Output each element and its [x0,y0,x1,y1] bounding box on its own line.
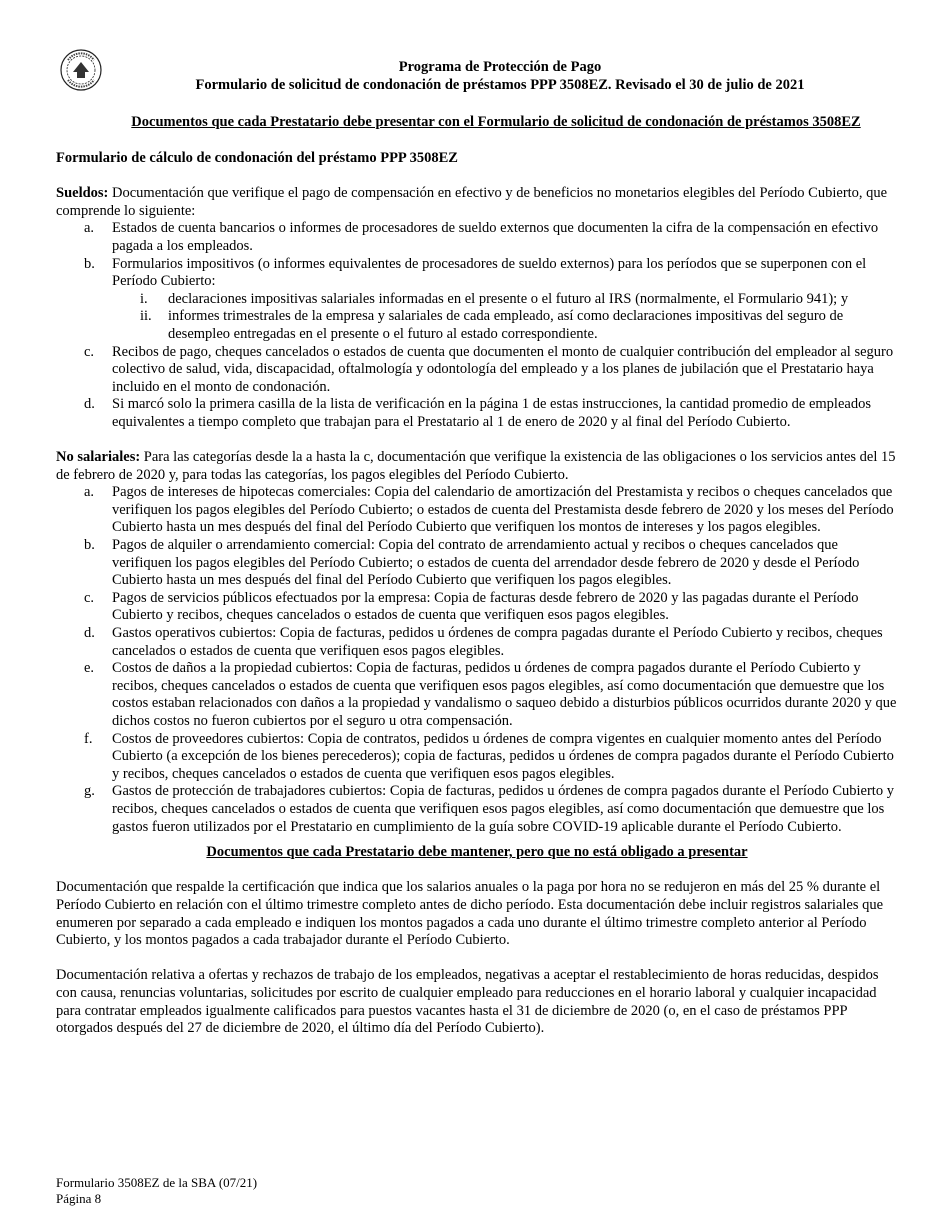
sba-seal-icon [60,48,102,92]
nonpayroll-intro-text: Para las categorías desde la a hasta la c, documentación que verifique la existencia de las obligaciones o los servicios antes del 15 de febrero de 2020 y, para todas las categorías, los pagos elegibles del Período Cubierto. [56,449,896,483]
maintain-paragraph-2: Documentación relativa a ofertas y rechazos de trabajo de los empleados, negativas a aceptar el restablecimiento de horas reducidas, despidos con causa, renuncias voluntarias, solicitudes por escrito de cualquier empleado para reducciones en el horario laboral y cualquier incapacidad para contratar empleados igualmente calificados para puestos vacantes hasta el 31 de diciembre de 2020 (o, en el caso de préstamos PPP otorgados después del 27 de diciembre de 2020, el último día del Período Cubierto). [56,967,879,1037]
list-item: b. Pagos de alquiler o arrendamiento comercial: Copia del contrato de arrendamiento actual y recibos o cheques cancelados que verifiquen los pagos elegibles del Período Cubierto; o estados de cuenta del arrendador desde febrero de 2020 y desde el Período Cubierto hasta un mes después del final del Período Cubierto que verifiquen los pagos elegibles. [84,537,860,589]
nonpayroll-label: No salariales: [56,449,141,466]
list-item: e. Costos de daños a la propiedad cubiertos: Copia de facturas, pedidos u órdenes de compra pagados durante el Período Cubierto y recibos, cheques cancelados o estados de cuenta que verifiquen esos pagos elegibles, así como documentación que demuestre que los costos estaban relacionados con daños a la propiedad y vandalismo o saqueo debido a disturbios públicos ocurridos durante 2020 y que dichos costos no fueron cubiertos por el seguro u otra compensación. [84,660,897,729]
list-item: a. Pagos de intereses de hipotecas comerciales: Copia del calendario de amortización del Prestamista y recibos o cheques cancelados que verifiquen los pagos elegibles del Período Cubierto; o estados de cuenta del Prestamista desde febrero de 2020 y los meses del Período Cubierto hasta un mes después del final del Período Cubierto que verifiquen los montos de intereses y los pagos elegibles. [84,484,894,536]
payroll-list [56,220,898,431]
payroll-intro [56,185,898,220]
list-item: f. Costos de proveedores cubiertos: Copia de contratos, pedidos u órdenes de compra vigentes en cualquier momento antes del Período Cubierto (a excepción de los bienes perecederos); copia de facturas, pedidos u órdenes de compra pagados durante el Período Cubierto y recibos, cheques cancelados o estados de cuenta que verifiquen esos pagos elegibles. [84,730,894,782]
form-heading: Formulario de cálculo de condonación del préstamo PPP 3508EZ [56,150,458,166]
page-subtitle: Formulario de solicitud de condonación de préstamos PPP 3508EZ. Revisado el 30 de julio de 2021 [195,77,805,93]
documents-submit-heading: Documentos que cada Prestatario debe presentar con el Formulario de solicitud de condonación de préstamos 3508EZ [131,114,861,130]
payroll-label: Sueldos: [56,185,109,202]
payroll-intro-text: Documentación que verifique el pago de compensación en efectivo y de beneficios no monetarios elegibles del Período Cubierto, que comprende lo siguiente: [56,185,888,219]
list-item: c. Pagos de servicios públicos efectuados por la empresa: Copia de facturas desde febrero de 2020 y las pagadas durante el Período Cubierto y recibos, cheques cancelados o estados de cuenta que verifiquen esos pagos elegibles. [84,589,859,624]
maintain-paragraph-1: Documentación que respalde la certificación que indica que los salarios anuales o la paga por hora no se redujeron en más del 25 % durante el Período Cubierto en relación con el último trimestre completo antes de dicho período. Esta documentación debe incluir registros salariales que enumeren por separado a cada empleado e indiquen los montos pagados a cada uno durante el último trimestre completo anterior al Período Cubierto, y los montos pagados a cada trabajador durante el Período Cubierto. [56,879,884,949]
page-title: Programa de Protección de Pago [398,59,602,75]
footer-page-number: Página 8 [56,1191,102,1206]
footer-form-id: Formulario 3508EZ de la SBA (07/21) [56,1175,258,1190]
main-content [56,150,898,1038]
documents-maintain-heading: Documentos que cada Prestatario debe mantener, pero que no está obligado a presentar [206,844,748,861]
page-footer [56,1175,257,1207]
list-item: i. declaraciones impositivas salariales informadas en el presente o el futuro al IRS (normalmente, el Formulario 941); y [140,290,849,307]
nonpayroll-intro [56,449,898,484]
payroll-sublist [112,291,898,344]
list-item: ii. informes trimestrales de la empresa y salariales de cada empleado, así como declaraciones impositivas del seguro de desempleo entregadas en el presente o el futuro al estado correspondiente. [140,308,844,342]
list-item: d. Gastos operativos cubiertos: Copia de facturas, pedidos u órdenes de compra pagadas durante el Período Cubierto y recibos, cheques cancelados o estados de cuenta que verifiquen esos pagos elegibles. [84,625,883,659]
nonpayroll-list [56,484,898,836]
list-item: a. Estados de cuenta bancarios o informes de procesadores de sueldo externos que documenten la cifra de la compensación en efectivo pagada a los empleados. [84,220,879,254]
list-item: c. Recibos de pago, cheques cancelados o estados de cuenta que documenten el monto de cualquier contribución del empleador al seguro colectivo de salud, vida, discapacidad, oftalmología y odontología del empleado y a los planes de jubilación que el Prestatario haya incluido en el monto de condonación. [84,343,894,395]
list-item: g. Gastos de protección de trabajadores cubiertos: Copia de facturas, pedidos u órdenes de compra pagados durante el Período Cubierto y recibos, cheques cancelados o estados de cuenta que verifiquen esos pagos elegibles, así como documentación que demuestre que los gastos fueron utilizados por el Prestatario en cumplimiento de la guía sobre COVID-19 aplicable durante el Período Cubierto. [84,783,894,835]
list-item: b. Formularios impositivos (o informes equivalentes de procesadores de sueldo externos) para los períodos que se superponen con el Período Cubierto: i. declaraciones impositivas salariales informadas en el presente o el futuro al IRS (normalmente, el Formulario 941); y ii. informes trimestrales de la empresa y salariales de cada empleado, así como declaraciones impositivas del seguro de desempleo entregadas en el presente o el futuro al estado correspondiente. [56,256,898,344]
list-item: d. Si marcó solo la primera casilla de la lista de verificación en la página 1 de estas instrucciones, la cantidad promedio de empleados equivalentes a tiempo completo que trabajan para el Prestatario al 1 de enero de 2020 y al final del Período Cubierto. [84,396,871,430]
